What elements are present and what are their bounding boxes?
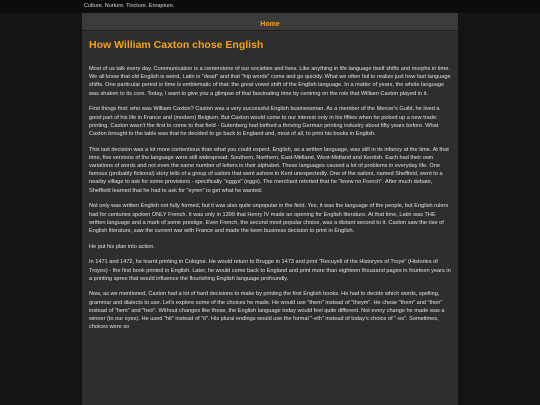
article-title: How William Caxton chose English	[89, 39, 264, 51]
article-paragraph: Not only was written English not fully formed, but it was also quite unpopular in the field. Yes, it was the language of the people, but English rulers had for centuries spoken ONLY French. It was only in 1399 that Henry IV made an opening for English literature. At that time, Latin was THE written language and a mark of some prestige. Even French, the second most popular choice, was a distant second to it. Caxton saw the rise of English literature, saw the current war with France and made the keen business decision to print in English.	[89, 203, 449, 234]
article-paragraph: First things first: who was William Caxton? Caxton was a very successful English businessman. As a member of the Mercer's Guild, he lived a good part of his life in France and (modern) Belgium. But Caxton would come to our interest only in his fifties when he picked up a new trade: printing. Caxton wasn't the first to come to that field - Gutenberg had birthed a thriving German printing industry about fifty years before. What Caxton brought to the table was that he decided to go back to England and, most of all, to print his books in English.	[89, 106, 440, 137]
article-paragraph: This last decision was a lot more contentious than what you could expect. English, as a written language, was still in its infancy at the time. At that time, five versions of the language were still widespread: Southern, Northern, East-Midland, West-Midland and Kentish. Each had their own variations of words and not even the same number of letters in their alphabet. These languages caused a lot of problems in everyday life. One famous (probably fictional) story tells of a group of sailors that went ashore in Kent unexpectedly. One of the sailors, named Sheffield, went to a nearby village to ask for some provisions - specifically "eggys" (eggs). The merchant retorted that he "knew no French". After much debate, Sheffield learned that he had to ask for "eyren" to get what he wanted.	[89, 146, 449, 194]
page-container	[82, 13, 458, 405]
top-bar	[0, 0, 540, 13]
article	[82, 31, 458, 331]
article-paragraph: He put his plan into action.	[89, 243, 155, 250]
article-paragraph: Now, as we mentioned, Caxton had a lot of hard decisions to make by printing the first English books. He had to decide which words, spelling, grammar and dialects to use. Let's explore some of the choices he made. He would use "them" instead of "theym". He chose "them" and "their" instead of "hem" and "heir". Without changes like these, the English language today would feel quite different. Not every change he made was a winner (to our eyes). He used "hit" instead of "it". His plural endings would use the formal "-eth" instead of today's choice of "-es". Sometimes, choices were so	[89, 291, 445, 331]
nav-bar	[82, 13, 458, 31]
nav-home-link[interactable]: Home	[260, 21, 280, 28]
article-paragraph: In 1471 and 1472, he learnt printing in Cologne. He would return to Brugge in 1473 and print "Recuyell of the Historyes of Troye" (Histories of Troyes) - the first book printed in English. Later, he would come back to England and print more than eighteen thousand pages in fourteen years in a printing spree that would influence the flourishing English language profoundly.	[89, 259, 451, 282]
article-paragraph: Most of us talk every day. Communication is a centerstone of our societies and lives. Like anything in life language itself shifts and morphs in time. We all know that old English is weird, Latin is "dead" and that "hip words" come and go quickly. What we often fail to realize just how fast language shifts. One particular period in time is emblematic of that: the great vowel shift of the English language. In a matter of years, the whole language was shaken to its core. Today, I want to give you a glimpse of that fascinating time by centring on the role that William Caxton played in it.	[89, 66, 451, 97]
site-tagline: Culture. Nurture. Tincture. Enrapture.	[84, 3, 175, 9]
